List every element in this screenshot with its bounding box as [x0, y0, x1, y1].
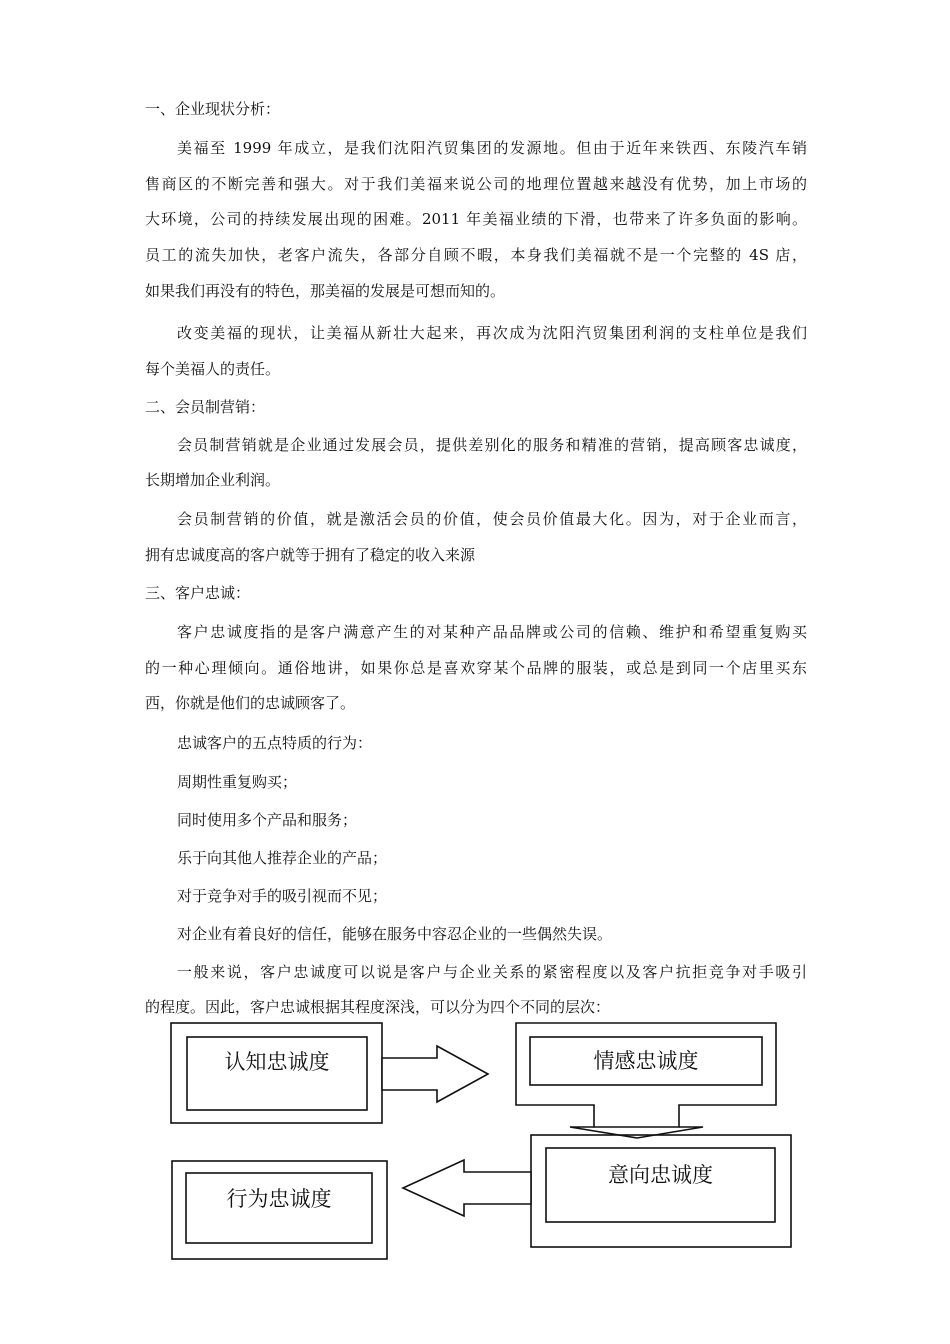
- box-affective-outer: [516, 1023, 776, 1127]
- label-cognitive-loyalty: 认知忠诚度: [224, 1050, 330, 1074]
- s2-p1-line-1: 会员制营销就是企业通过发展会员，提供差别化的服务和精准的营销，提高顾客忠诚度，: [177, 436, 807, 454]
- arrow-right: [382, 1046, 488, 1102]
- box-conative-outer: [531, 1135, 791, 1247]
- s1-p1-line-1: 美福至 1999 年成立，是我们沈阳汽贸集团的发源地。但由于近年来铁西、东陵汽车销: [177, 139, 807, 157]
- s3-p2-line-1: 一般来说，客户忠诚度可以说是客户与企业关系的紧密程度以及客户抗拒竞争对手吸引: [177, 963, 807, 981]
- s3-p1-line-3: 西，你就是他们的忠诚顾客了。: [145, 694, 356, 712]
- s2-p1-line-2: 长期增加企业利润。: [145, 471, 281, 489]
- trait-item: 同时使用多个产品和服务；: [177, 811, 358, 829]
- s3-p1-line-1: 客户忠诚度指的是客户满意产生的对某种产品品牌或公司的信赖、维护和希望重复购买: [177, 623, 807, 641]
- arrow-left: [403, 1160, 531, 1216]
- label-behavioral-loyalty: 行为忠诚度: [226, 1187, 332, 1211]
- section-heading-3: 三、客户忠诚：: [145, 584, 251, 602]
- s3-p1-line-2: 的一种心理倾向。通俗地讲，如果你总是喜欢穿某个品牌的服装，或总是到同一个店里买东: [145, 659, 807, 677]
- label-affective-loyalty: 情感忠诚度: [593, 1049, 699, 1073]
- s3-p2-line-2: 的程度。因此，客户忠诚根据其程度深浅，可以分为四个不同的层次：: [145, 998, 611, 1016]
- trait-item: 对于竞争对手的吸引视而不见；: [177, 887, 388, 905]
- trait-item: 乐于向其他人推荐企业的产品；: [177, 849, 388, 867]
- s2-p2-line-2: 拥有忠诚度高的客户就等于拥有了稳定的收入来源: [145, 546, 476, 564]
- trait-item: 对企业有着良好的信任，能够在服务中容忍企业的一些偶然失误。: [177, 925, 613, 943]
- s2-p2-line-1: 会员制营销的价值，就是激活会员的价值，使会员价值最大化。因为，对于企业而言，: [177, 510, 807, 528]
- s1-p1-line-4: 员工的流失加快，老客户流失，各部分自顾不暇，本身我们美福就不是一个完整的 4S 店，: [145, 246, 807, 264]
- s1-p1-line-5: 如果我们再没有的特色，那美福的发展是可想而知的。: [145, 282, 506, 300]
- s1-p1-line-3: 大环境，公司的持续发展出现的困难。2011 年美福业绩的下滑，也带来了许多负面的影响。: [145, 210, 807, 228]
- s1-p2-line-2: 每个美福人的责任。: [145, 360, 281, 378]
- arrow-down: [570, 1127, 703, 1138]
- section-heading-2: 二、会员制营销：: [145, 398, 266, 416]
- section-heading-1: 一、企业现状分析：: [145, 100, 281, 118]
- s1-p2-line-1: 改变美福的现状，让美福从新壮大起来，再次成为沈阳汽贸集团利润的支柱单位是我们: [177, 324, 807, 342]
- trait-item: 周期性重复购买；: [177, 773, 298, 791]
- s1-p1-line-2: 售商区的不断完善和强大。对于我们美福来说公司的地理位置越来越没有优势，加上市场的: [145, 175, 807, 193]
- label-conative-loyalty: 意向忠诚度: [608, 1163, 713, 1187]
- traits-intro: 忠诚客户的五点特质的行为：: [177, 734, 373, 752]
